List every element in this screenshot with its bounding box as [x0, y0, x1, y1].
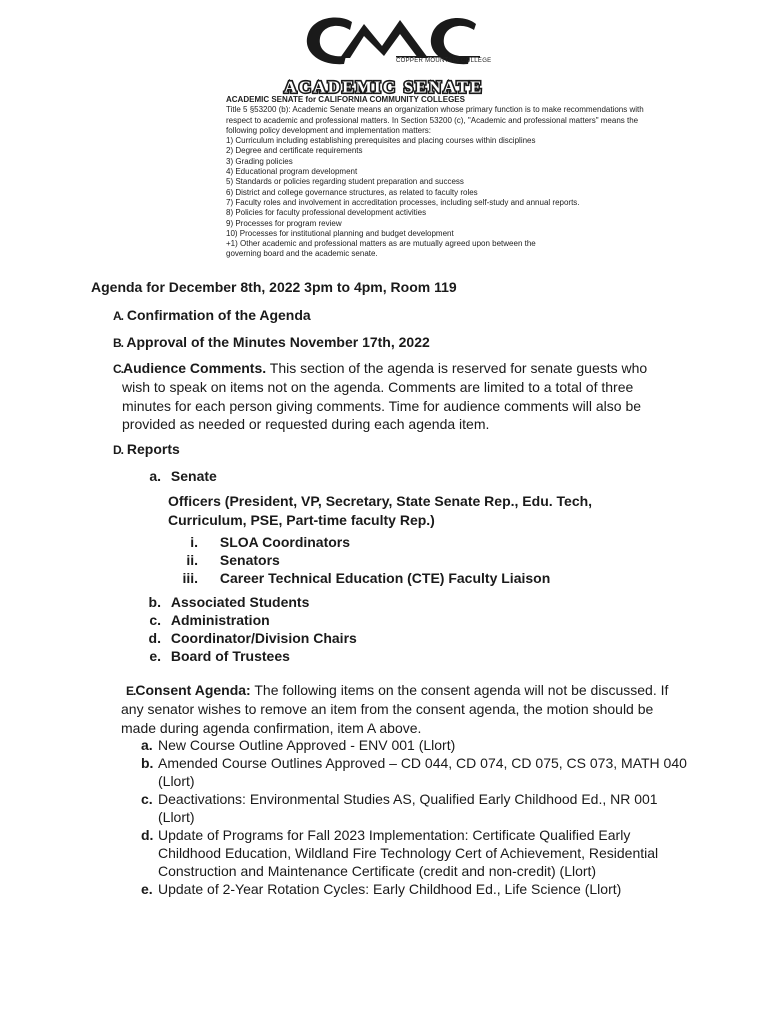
item-text: Senators	[219, 552, 280, 568]
item-text: Coordinator/Division Chairs	[170, 630, 357, 646]
item-mark: a.	[149, 468, 161, 484]
senate-subitem	[178, 570, 550, 586]
item-mark: c.	[141, 791, 153, 807]
senate-officers-line: Curriculum, PSE, Part-time faculty Rep.)	[168, 512, 435, 528]
agenda-item-d	[113, 441, 180, 457]
item-line: Deactivations: Environmental Studies AS, Qualified Early Childhood Ed., NR 001	[158, 791, 658, 807]
item-mark: e.	[141, 881, 153, 897]
senate-header	[226, 95, 696, 260]
header-intro-line: respect to academic and professional matters. In Section 53200 (c), "Academic and professional matters" means the	[226, 115, 639, 125]
item-mark: iii.	[182, 570, 198, 586]
item-line: New Course Outline Approved - ENV 001 (Llort)	[158, 737, 456, 753]
header-list-item: 7) Faculty roles and involvement in accreditation processes, including self-study and annual reports.	[226, 197, 580, 207]
item-line: The following items on the consent agenda will not be discussed. If	[250, 682, 669, 698]
header-list-item: 3) Grading policies	[226, 156, 293, 166]
header-list-item: 5) Standards or policies regarding student preparation and success	[226, 177, 464, 187]
item-text: Confirmation of the Agenda	[126, 307, 311, 323]
item-mark: a.	[141, 737, 153, 753]
item-text: Reports	[126, 441, 180, 457]
item-text: SLOA Coordinators	[219, 534, 351, 550]
item-mark: b.	[141, 755, 154, 771]
item-line: Construction and Maintenance Certificate (credit and non-credit) (Llort)	[158, 863, 597, 879]
senate-subitem	[178, 534, 350, 550]
senate-officers-line: Officers (President, VP, Secretary, State Senate Rep., Edu. Tech,	[168, 493, 593, 509]
senate-banner-text: ACADEMIC SENATE	[284, 79, 484, 95]
senate-subitem	[178, 552, 280, 568]
item-text: Career Technical Education (CTE) Faculty Liaison	[219, 570, 551, 586]
agenda-item-b	[113, 334, 430, 350]
header-list-item: 2) Degree and certificate requirements	[226, 146, 363, 156]
item-letter: B.	[113, 336, 123, 350]
item-mark: c.	[149, 612, 161, 628]
item-line: made during agenda confirmation, item A above.	[121, 719, 422, 736]
academic-senate-banner	[224, 79, 544, 95]
report-item	[145, 648, 290, 664]
header-intro-line: Title 5 §53200 (b): Academic Senate means an organization whose primary function is to make recommendations with	[226, 105, 644, 115]
report-senate	[145, 468, 217, 484]
item-line: Amended Course Outlines Approved – CD 044, CD 074, CD 075, CS 073, MATH 040	[158, 755, 687, 771]
item-mark: b.	[148, 594, 161, 610]
item-line: minutes for each person giving comments. Time for audience comments will also be	[122, 397, 642, 414]
item-letter: E.	[126, 684, 136, 698]
item-lead: Consent Agenda:	[135, 682, 251, 698]
report-item	[145, 612, 270, 628]
item-line: any senator wishes to remove an item from the consent agenda, the motion should be	[121, 701, 654, 718]
agenda-title: Agenda for December 8th, 2022 3pm to 4pm, Room 119	[91, 279, 457, 295]
agenda-item-c	[113, 359, 647, 433]
header-intro-line: following policy development and implementation matters:	[226, 125, 431, 135]
item-text: Approval of the Minutes November 17th, 2022	[126, 334, 430, 350]
item-line: (Llort)	[158, 809, 195, 825]
header-list-item: +1) Other academic and professional matters as are mutually agreed upon between the	[226, 239, 536, 249]
item-text: Senate	[170, 468, 217, 484]
header-title: ACADEMIC SENATE for CALIFORNIA COMMUNITY COLLEGES	[226, 95, 465, 104]
agenda-item-e	[121, 681, 668, 737]
item-line: Childhood Education, Wildland Fire Technology Cert of Achievement, Residential	[158, 845, 659, 861]
item-lead: Audience Comments.	[123, 360, 267, 376]
agenda-item-a	[113, 307, 311, 323]
item-letter: C.	[113, 362, 123, 376]
item-text: Associated Students	[170, 594, 310, 610]
item-mark: d.	[148, 630, 161, 646]
header-list-item: 4) Educational program development	[226, 167, 358, 177]
item-line: wish to speak on items not on the agenda. Comments are limited to a total of three	[122, 379, 634, 396]
item-mark: e.	[149, 648, 161, 664]
item-mark: i.	[190, 534, 198, 550]
report-item	[145, 630, 357, 646]
item-text: Board of Trustees	[170, 648, 290, 664]
header-list-item: 10) Processes for institutional planning and budget development	[226, 228, 454, 238]
header-list-item: governing board and the academic senate.	[226, 249, 378, 259]
item-line: This section of the agenda is reserved for senate guests who	[266, 360, 648, 376]
header-list-item: 1) Curriculum including establishing prerequisites and placing courses within disciplines	[226, 136, 536, 146]
header-list-item: 6) District and college governance structures, as related to faculty roles	[226, 187, 478, 197]
item-mark: d.	[141, 827, 154, 843]
item-line: (Llort)	[158, 773, 195, 789]
item-line: provided as needed or requested during each agenda item.	[122, 415, 490, 432]
senate-banner-graphic	[224, 79, 544, 95]
item-text: Administration	[170, 612, 270, 628]
logo-tagline: COPPER MOUNTAIN COLLEGE	[396, 58, 492, 64]
report-item	[145, 594, 309, 610]
header-list-item: 9) Processes for program review	[226, 218, 342, 228]
item-letter: A.	[113, 309, 123, 323]
item-line: Update of Programs for Fall 2023 Implementation: Certificate Qualified Early	[158, 827, 631, 843]
item-mark: ii.	[186, 552, 198, 568]
item-line: Update of 2-Year Rotation Cycles: Early Childhood Ed., Life Science (Llort)	[158, 881, 622, 897]
item-letter: D.	[113, 443, 123, 457]
header-list-item: 8) Policies for faculty professional development activities	[226, 208, 427, 218]
